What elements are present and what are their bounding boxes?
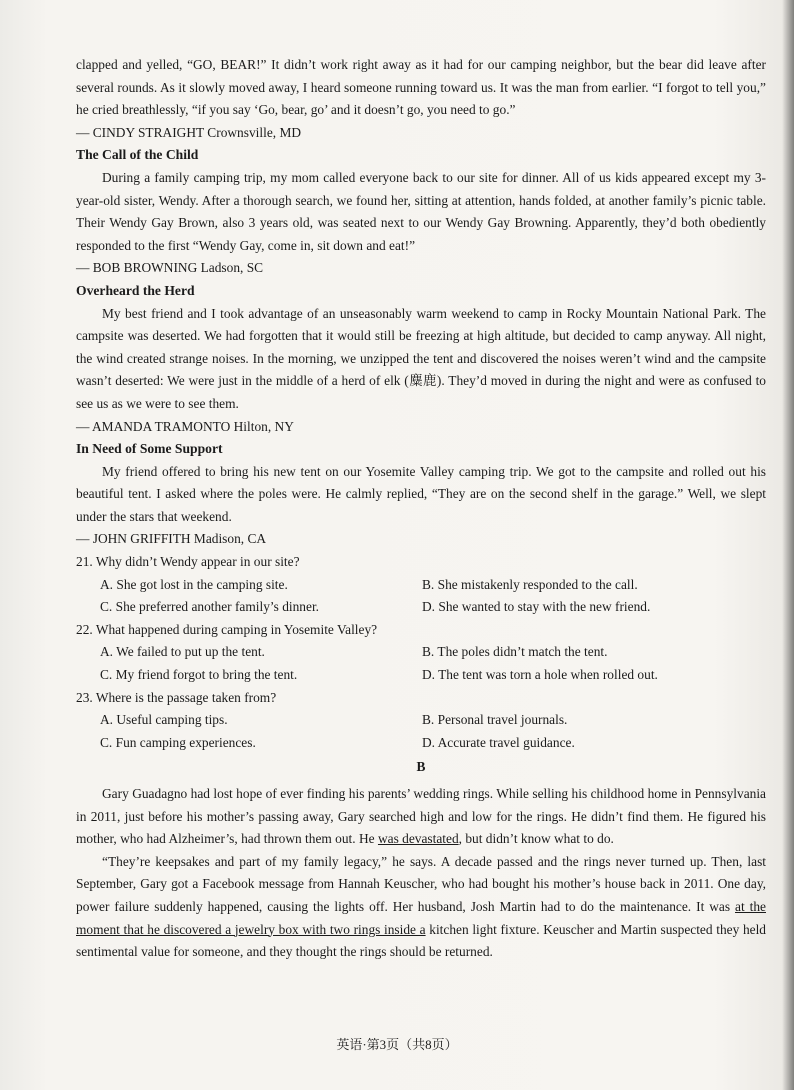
heading-call-of-the-child: The Call of the Child <box>76 147 199 163</box>
underlined-phrase-devastated: was devastated <box>377 831 459 847</box>
story-call-of-the-child: During a family camping trip, my mom called everyone back to our site for dinner. All of us kids appeared except my 3-year-old sister, Wendy. After a thorough search, we found her, sitting at attention, hands folded, at another family’s picnic table. Their Wendy Gay Brown, also 3 years old, was seated next to our Wendy Gay Browning. Apparently, they’d both obediently responded to the first “Wendy Gay, come in, sit down and eat!” <box>76 169 766 253</box>
passage-a-continuation: clapped and yelled, “GO, BEAR!” It didn’t work right away as it had for our camping neighbor, but the bear did leave after several rounds. As it slowly moved away, I heard someone running toward us. It was the man from earlier. “I forgot to tell you,” he cried breathlessly, “if you say ‘Go, bear, go’ and it doesn’t go, you need to go.” <box>76 57 766 118</box>
passage-b-p1-text: Gary Guadagno had lost hope of ever finding his parents’ wedding rings. While selling his childhood home in Pennsylvania in 2011, just before his mother’s passing away, Gary searched high and low for the rings. He didn’t find them. He figured his mother, who had Alzheimer’s, had thrown them out. He <box>76 786 766 847</box>
story-overheard-the-herd: My best friend and I took advantage of an unseasonably warm weekend to camp in Rocky Mountain National Park. The campsite was deserted. We had forgotten that it would still be freezing at high altitude, but decided to camp anyway. All night, the wind created strange noises. In the morning, we unzipped the tent and discovered the noises weren’t wind and the campsite wasn’t deserted: We were just in the middle of a herd of elk (麋鹿). They’d moved in during the night and were as confused to see us as we were to see them. <box>76 305 766 411</box>
passage-b-p1-end: , but didn’t know what to do. <box>458 831 614 847</box>
answer-options <box>76 641 766 686</box>
heading-overheard-the-herd: Overheard the Herd <box>76 282 195 298</box>
underlined-phrase-moment: at the moment that he discovered a jewelry box with two rings inside a <box>76 898 766 937</box>
option-b: B. Personal travel journals. <box>422 712 568 728</box>
heading-need-of-support: In Need of Some Support <box>76 441 223 457</box>
option-b: B. The poles didn’t match the tent. <box>422 644 608 660</box>
option-a: A. Useful camping tips. <box>100 712 228 728</box>
passage-b-p2-end: kitchen light fixture. Keuscher and Martin suspected they held sentimental value for someone, and they thought the rings should be returned. <box>76 921 766 960</box>
answer-options <box>76 709 766 754</box>
passage-b-paragraph-1 <box>76 783 766 851</box>
section-b-label: B <box>416 759 426 775</box>
option-d: D. The tent was torn a hole when rolled out. <box>422 667 658 683</box>
option-d: D. She wanted to stay with the new friend. <box>422 599 651 615</box>
passage-b-p2-text: “They’re keepsakes and part of my family legacy,” he says. A decade passed and the rings never turned up. Then, last September, Gary got a Facebook message from Hannah Keuscher, who had bought his mother’s house back in 2011. One day, power failure suddenly happened, causing the lights off. Her husband, Josh Martin had to do the maintenance. It was <box>76 853 766 914</box>
story-need-of-support: My friend offered to bring his new tent on our Yosemite Valley camping trip. We got to the campsite and rolled out his beautiful tent. I asked where the poles were. He calmly replied, “They are on the second shelf in the garage.” Well, we slept under the stars that weekend. <box>76 463 766 524</box>
option-d: D. Accurate travel guidance. <box>422 734 575 750</box>
author-bob: — BOB BROWNING Ladson, SC <box>76 260 264 276</box>
question-21 <box>76 551 766 619</box>
option-c: C. My friend forgot to bring the tent. <box>100 667 298 683</box>
answer-options <box>76 574 766 619</box>
passage-b-paragraph-2 <box>76 851 766 964</box>
question-23 <box>76 687 766 755</box>
option-b: B. She mistakenly responded to the call. <box>422 576 638 592</box>
author-cindy: — CINDY STRAIGHT Crownsville, MD <box>76 124 302 140</box>
question-22 <box>76 619 766 687</box>
question-stem: 21. Why didn’t Wendy appear in our site? <box>76 554 300 570</box>
option-c: C. Fun camping experiences. <box>100 734 256 750</box>
author-amanda: — AMANDA TRAMONTO Hilton, NY <box>76 418 294 434</box>
question-stem: 23. Where is the passage taken from? <box>76 689 277 705</box>
page-footer: 英语·第3页（共8页） <box>336 1037 458 1052</box>
option-c: C. She preferred another family’s dinner. <box>100 599 320 615</box>
question-stem: 22. What happened during camping in Yosemite Valley? <box>76 621 378 637</box>
page-content <box>76 54 766 964</box>
page-edge-shadow <box>782 0 794 1090</box>
option-a: A. She got lost in the camping site. <box>100 576 288 592</box>
option-a: A. We failed to put up the tent. <box>100 644 265 660</box>
author-john: — JOHN GRIFFITH Madison, CA <box>76 531 267 547</box>
